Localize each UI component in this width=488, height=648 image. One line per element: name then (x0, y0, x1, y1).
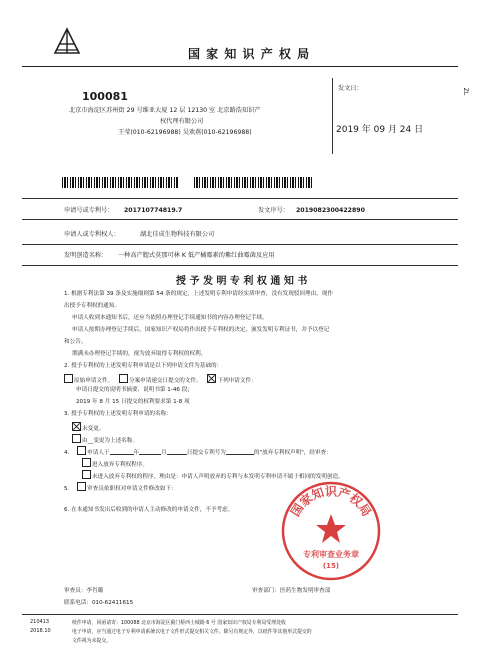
paragraph-1-line-6: 期满未办理登记手续的，视为放弃取得专利权的权利。 (72, 351, 207, 357)
listed-files-line-2: 2019 年 8 月 15 日提交的权利要求第 1-8 项 (76, 399, 190, 405)
department-name: 医药生物发明审查部 (279, 588, 331, 594)
footer-note-3: 文件视为未提交。 (72, 638, 112, 644)
applicant-label: 申请人或专利权人： (64, 231, 120, 238)
waiver-checkbox (77, 446, 86, 455)
svg-text:(15): (15) (322, 562, 340, 570)
waiver-proceed-checkbox (82, 458, 91, 467)
dispatch-date-label: 发文日： (338, 85, 363, 92)
waiver-text-2: 年 (133, 450, 140, 456)
divisional-files-label: 分案申请递交日提交的文件。 (128, 378, 202, 384)
paragraph-1-line-3: 申请人收到本通知书后，还应当依照办理登记手续通知书的内容办理登记手续。 (72, 315, 268, 321)
paragraph-4-number: 4. (64, 450, 70, 456)
paragraph-1-line-2: 出授予专利权的通知。 (64, 303, 120, 309)
svg-text:专利审查业务章: 专利审查业务章 (303, 550, 359, 559)
barcode-left (62, 177, 178, 188)
phone-row (64, 599, 133, 607)
invention-title-label: 发明创造名称： (64, 252, 108, 259)
waiver-proceed-row (82, 458, 148, 469)
waiver-not-proceed-label: 未进入放弃专利权的程序，理由是：申请人声明放弃的专利与本发明专利申请不属于相同的发明创造。 (92, 474, 344, 480)
address-line-1: 北京市海淀区苏州街 29 号维亚大厦 12 层 12130 室 北京路浩知识产 (69, 107, 261, 114)
official-seal (280, 480, 382, 582)
title-unchanged-label: 未变更。 (82, 426, 105, 432)
paragraph-4-row (64, 446, 332, 457)
invention-title: 一种高产腮式莫那可林 K 低产橘霉素的紫红曲霉菌及应用 (118, 252, 275, 259)
form-version: 2018.10 (30, 628, 51, 634)
application-number-label: 申请号或专利号： (64, 207, 114, 214)
dispatch-date: 2019 年 09 月 24 日 (336, 125, 424, 135)
paragraph-2: 2. 授予专利权的上述发明专利申请是以下列申请文件为基础的： (64, 363, 223, 369)
paragraph-6: 6. 在本通知书发出后收到的申请人主动修改的申请文件，不予考虑。 (64, 507, 234, 513)
waiver-text-4: 日提交专利号为 (186, 450, 226, 456)
form-code: 210413 (30, 619, 50, 625)
serial-number: 2019082300422890 (296, 207, 365, 214)
listed-files-label: 下列申请文件： (217, 378, 257, 384)
title-changed-label: 由__变更为上述名称。 (82, 438, 138, 444)
listed-files-line-1: 申请日提交的说明书摘要、说明书第 1-46 段； (76, 387, 193, 393)
waiver-proceed-label: 进入放弃专利权程序。 (92, 462, 148, 468)
waiver-not-proceed-checkbox (82, 470, 91, 479)
paragraph-3: 3. 授予专利权的上述发明专利申请的名称： (64, 411, 172, 417)
serial-number-label: 发文序号： (258, 207, 289, 214)
application-number: 201710774819.7 (124, 207, 183, 214)
paragraph-1-line-5: 和公告。 (64, 339, 87, 345)
examiner-amend-label: 审查员依职权对申请文件修改如下： (87, 486, 177, 492)
original-files-checkbox (64, 374, 73, 383)
department-row (252, 587, 330, 595)
department-label: 审查部门： (252, 588, 280, 594)
examiner-row (64, 587, 103, 595)
basis-options (64, 374, 257, 385)
footer-note-2: 电子申请，应当通过电子专利申请系统以电子文件形式提交相关文件。除另有规定外，以纸件等其他形式提交的 (72, 629, 312, 635)
title-changed-checkbox (72, 434, 81, 443)
waiver-text-3: 月 (161, 450, 167, 456)
paragraph-5-number: 5. (64, 486, 70, 492)
title-changed-row (72, 434, 138, 445)
paragraph-5-row (64, 482, 177, 493)
waiver-text-5: 的"放弃专利权声明"，经审查： (253, 450, 332, 456)
contacts: 王莹(010-62196988) 吴欢燕(010-62196988) (118, 129, 252, 136)
applicant-name: 湖北佳成生物科技有限公司 (140, 231, 215, 238)
notice-title: 授 予 发 明 专 利 权 通 知 书 (176, 276, 308, 287)
side-code: ZL (462, 87, 470, 96)
waiver-text-1: 申请人于 (87, 450, 110, 456)
postcode: 100081 (82, 90, 128, 103)
phone-number: 010-62411615 (91, 600, 134, 606)
listed-files-checkbox (207, 374, 216, 383)
title-unchanged-row (72, 422, 104, 433)
phone-label: 联系电话： (64, 600, 92, 606)
office-name: 国 家 知 识 产 权 局 (188, 47, 311, 61)
divisional-files-checkbox (119, 374, 128, 383)
examiner-amend-checkbox (77, 482, 86, 491)
footer-note-1: 纸件申请，回函请寄：100088 北京市海淀区蓟门桥西土城路 6 号 国家知识产权局专利局受理处收 (72, 620, 286, 626)
paragraph-1-line-4: 申请人按期办理登记手续后，国家知识产权局将作出授予专利权的决定，颁发发明专利证书，并予以登记 (72, 327, 330, 333)
original-files-label: 原始申请文件。 (74, 378, 114, 384)
barcode-right (194, 177, 314, 188)
svg-text:国家知识产权局: 国家知识产权局 (288, 484, 374, 519)
title-unchanged-checkbox (72, 422, 81, 431)
examiner-name: 李肖璐 (86, 588, 104, 594)
paragraph-1-line-1: 1. 根据专利法第 39 条及实施细则第 54 条的规定，上述发明专利申请经实质审查，没有发现驳回理由，现作 (64, 291, 333, 297)
address-line-2: 权代理有限公司 (160, 118, 204, 125)
examiner-label: 审查员： (64, 588, 87, 594)
cnipa-logo (52, 26, 82, 56)
